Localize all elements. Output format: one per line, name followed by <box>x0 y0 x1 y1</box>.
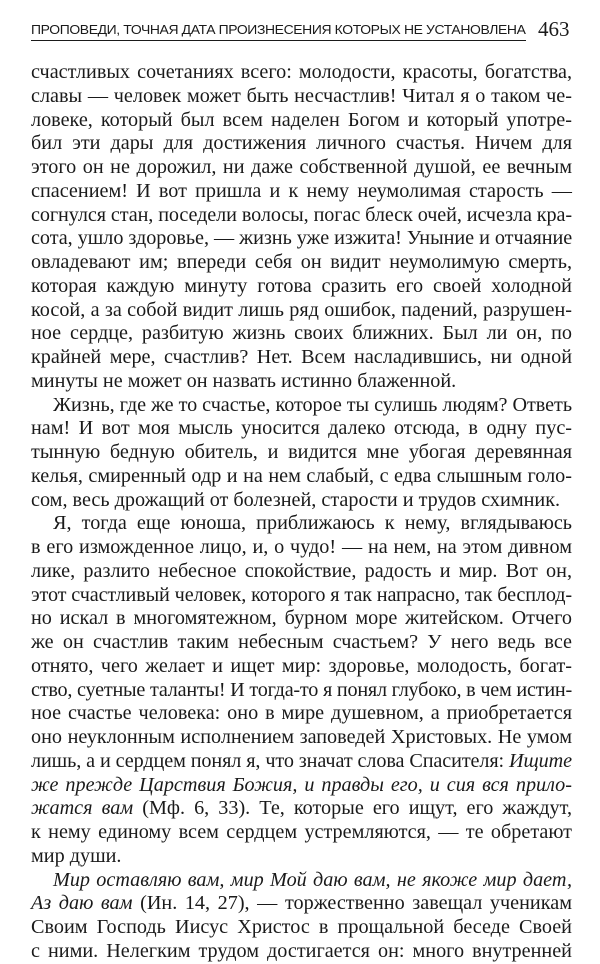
text-plain: лишь, а и сердцем понял я, что значат слова Спасителя: <box>31 749 510 772</box>
text-line: к нему единому всем сердцем устремляются, — те обретают <box>31 821 572 843</box>
text-line: согнулся стан, поседели волосы, погас блеск очей, исчезла кра- <box>31 203 572 226</box>
text-plain: (Ин. 14, 27), — торжественно завещал ученикам <box>132 892 572 915</box>
text-line: Своим Господь Иисус Христос в прощальной беседе Своей <box>31 916 572 938</box>
text-plain: (Мф. 6, 33). Те, которые его ищут, его жаждут, <box>133 797 572 820</box>
text-line-with-quote <box>31 797 572 821</box>
text-line: косой, а за собой видит лишь ряд ошибок, падений, разрушен- <box>31 298 572 321</box>
body-text <box>31 61 572 964</box>
text-line: Жизнь, где же то счастье, которое ты сулишь людям? Ответь <box>53 393 572 416</box>
text-line: отнято, чего желает и ищет мир: здоровье, молодость, богат- <box>31 654 572 677</box>
text-line: минуты не может он назвать истинно блаженной. <box>31 369 457 392</box>
scripture-quote: жатся вам <box>31 797 134 820</box>
text-line-with-quote <box>31 750 572 774</box>
text-line: славы — человек может быть несчастлив! Читал я о таком че- <box>31 84 572 107</box>
text-line: ное счастье человека: оно в мире душевном, а приобретается <box>31 702 572 725</box>
text-line: счастливых сочетаниях всего: молодости, красоты, богатства, <box>31 61 572 83</box>
text-line: оно неуклонным исполнением заповедей Христовых. Не умом <box>31 726 572 748</box>
text-line: мир души. <box>31 844 122 867</box>
scripture-quote: Аз даю вам <box>31 892 133 915</box>
text-line: этот счастливый человек, которого я так напрасно, так бесплод- <box>31 583 572 606</box>
text-line: сом, весь дрожащий от болезней, старости и трудов схимник. <box>31 488 561 511</box>
text-line: спасением! И вот пришла и к нему неумолимая старость — <box>31 179 572 202</box>
page-number: 463 <box>538 17 570 41</box>
text-line: тынную бедную обитель, и видится мне убогая деревянная <box>31 441 572 463</box>
scripture-quote: же прежде Царствия Божия, и правды его, и сия вся прило- <box>31 773 572 796</box>
text-line: но искал в многомятежном, бурном море житейском. Отчего <box>31 607 572 630</box>
text-line: сота, ушло здоровье, — жизнь уже изжита! Уныние и отчаяние <box>31 227 573 250</box>
text-line: с ними. Нелегким трудом достигается он: много внутренней <box>31 939 572 962</box>
running-header-title: ПРОПОВЕДИ, ТОЧНАЯ ДАТА ПРОИЗНЕСЕНИЯ КОТОРЫХ НЕ УСТАНОВЛЕНА <box>31 20 526 41</box>
text-line: ное сердце, разбитую жизнь своих ближних. Был ли он, по <box>31 322 572 345</box>
text-line: келья, смиренный одр и на нем слабый, с едва слышным голо- <box>31 464 572 487</box>
text-line: ловеке, который был всем наделен Богом и который употре- <box>31 108 572 131</box>
scripture-quote: Ищите <box>509 749 572 772</box>
text-line: этого он не дорожил, ни даже собственной душой, ее вечным <box>31 156 572 178</box>
text-line: лике, разлито небесное спокойствие, радость и мир. Вот он, <box>31 559 572 582</box>
text-line: которая каждую минуту готова сразить его своей холодной <box>31 274 572 297</box>
text-line: же он счастлив таким небесным счастьем? У него ведь все <box>31 631 572 653</box>
text-line: крайней мере, счастлив? Нет. Всем насладившись, ни одной <box>31 346 572 368</box>
text-line: в его изможденное лицо, и, о чудо! — на нем, на этом дивном <box>31 536 572 558</box>
text-line: нам! И вот моя мысль уносится далеко отсюда, в одну пус- <box>31 417 572 440</box>
text-line-with-quote <box>31 892 572 916</box>
scripture-quote: Мир оставляю вам, мир Мой даю вам, не якоже мир дает, <box>53 868 572 891</box>
text-line: бил эти дары для достижения личного счастья. Ничем для <box>31 132 572 155</box>
text-line: Я, тогда еще юноша, приближаюсь к нему, вглядываюсь <box>53 512 572 535</box>
text-line: ство, суетные таланты! И тогда-то я понял глубоко, в чем истин- <box>31 678 572 701</box>
text-line: овладевают им; впереди себя он видит неумолимую смерть, <box>31 251 572 273</box>
